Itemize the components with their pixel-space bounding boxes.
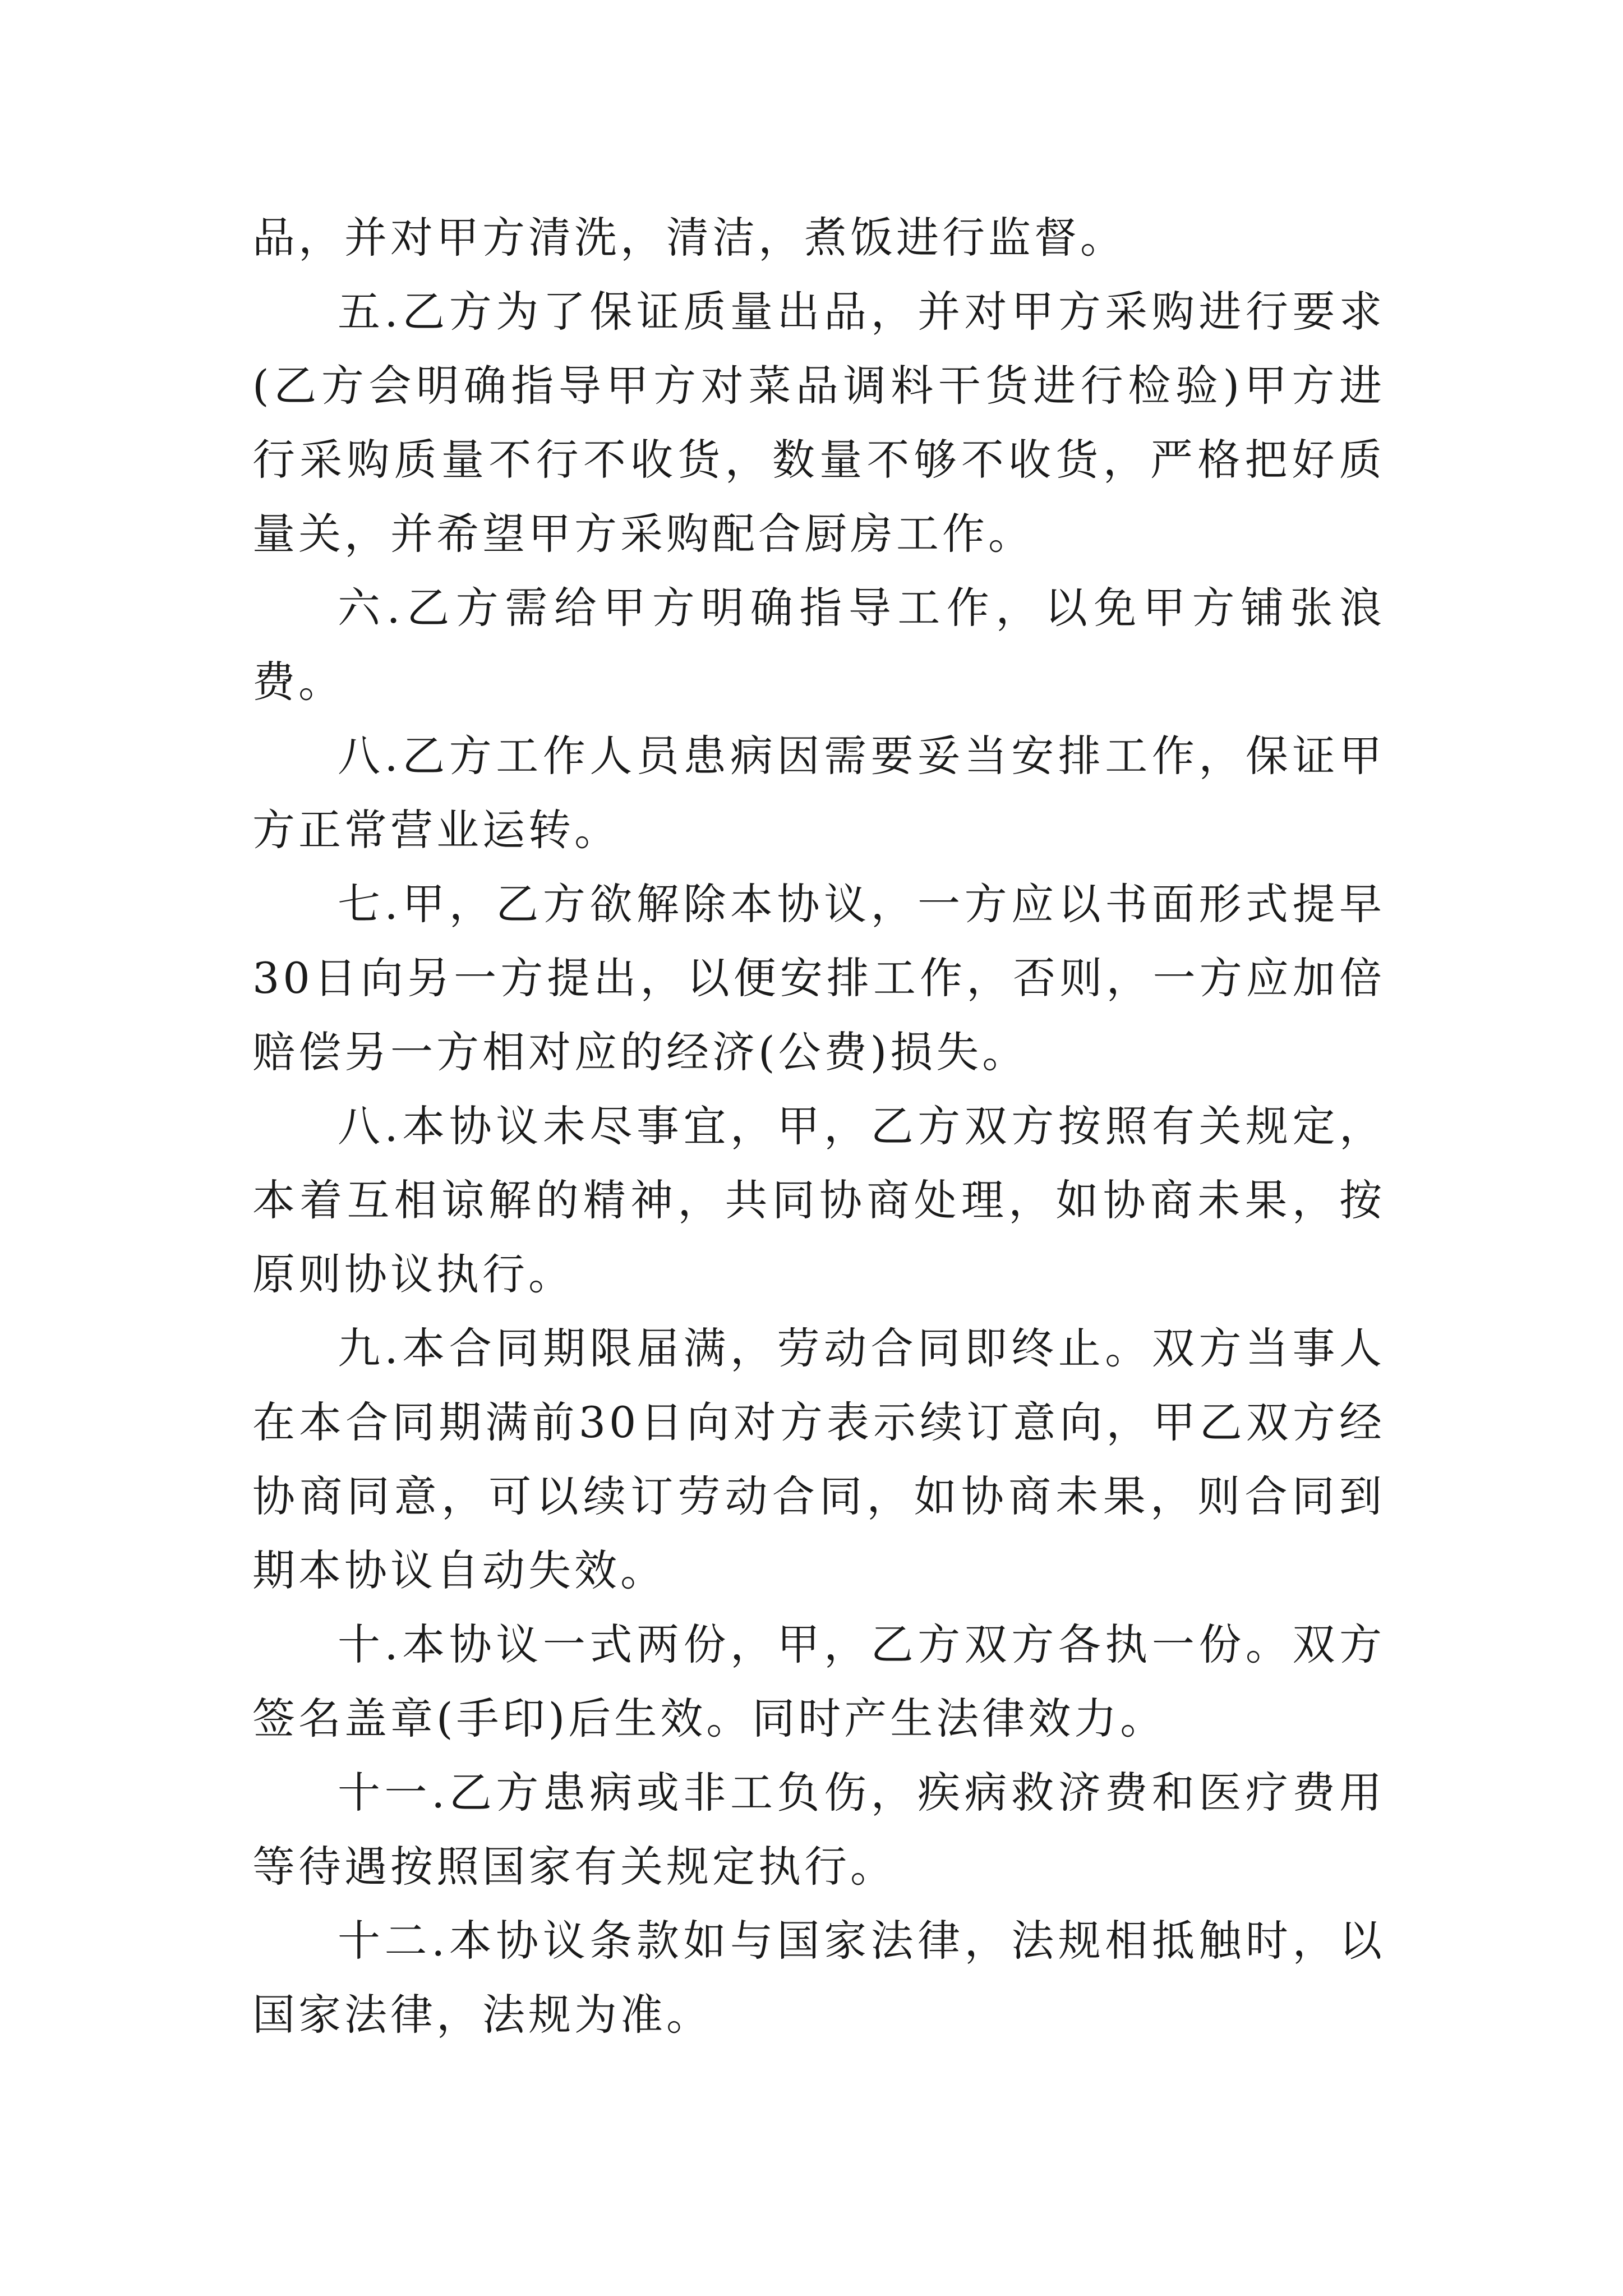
paragraph-clause-9: 九.本合同期限届满，劳动合同即终止。双方当事人在本合同期满前30日向对方表示续订意向，甲乙双方经协商同意，可以续订劳动合同，如协商未果，则合同到期本协议自动失效。: [252, 1323, 1385, 1595]
paragraph-clause-10: 十.本协议一式两份，甲，乙方双方各执一份。双方签名盖章(手印)后生效。同时产生法律效力。: [252, 1619, 1385, 1743]
paragraph-clause-8a: 八.乙方工作人员患病因需要妥当安排工作，保证甲方正常营业运转。: [252, 731, 1385, 855]
paragraph-clause-12: 十二.本协议条款如与国家法律，法规相抵触时，以国家法律，法规为准。: [252, 1916, 1385, 2040]
paragraph-continuation: 品，并对甲方清洗，清洁，煮饭进行监督。: [252, 213, 1126, 263]
paragraph-clause-11: 十一.乙方患病或非工负伤，疾病救济费和医疗费用等待遇按照国家有关规定执行。: [252, 1768, 1385, 1892]
paragraph-clause-6: 六.乙方需给甲方明确指导工作，以免甲方铺张浪费。: [252, 583, 1385, 707]
document-body: [252, 201, 1385, 2052]
paragraph-clause-7: 七.甲，乙方欲解除本协议，一方应以书面形式提早30日向另一方提出，以便安排工作，否则，一方应加倍赔偿另一方相对应的经济(公费)损失。: [252, 879, 1385, 1077]
paragraph-clause-5: 五.乙方为了保证质量出品，并对甲方采购进行要求(乙方会明确指导甲方对菜品调料干货进行检验)甲方进行采购质量不行不收货，数量不够不收货，严格把好质量关，并希望甲方采购配合厨房工作。: [252, 287, 1385, 559]
paragraph-clause-8b: 八.本协议未尽事宜，甲，乙方双方按照有关规定，本着互相谅解的精神，共同协商处理，如协商未果，按原则协议执行。: [252, 1101, 1385, 1299]
